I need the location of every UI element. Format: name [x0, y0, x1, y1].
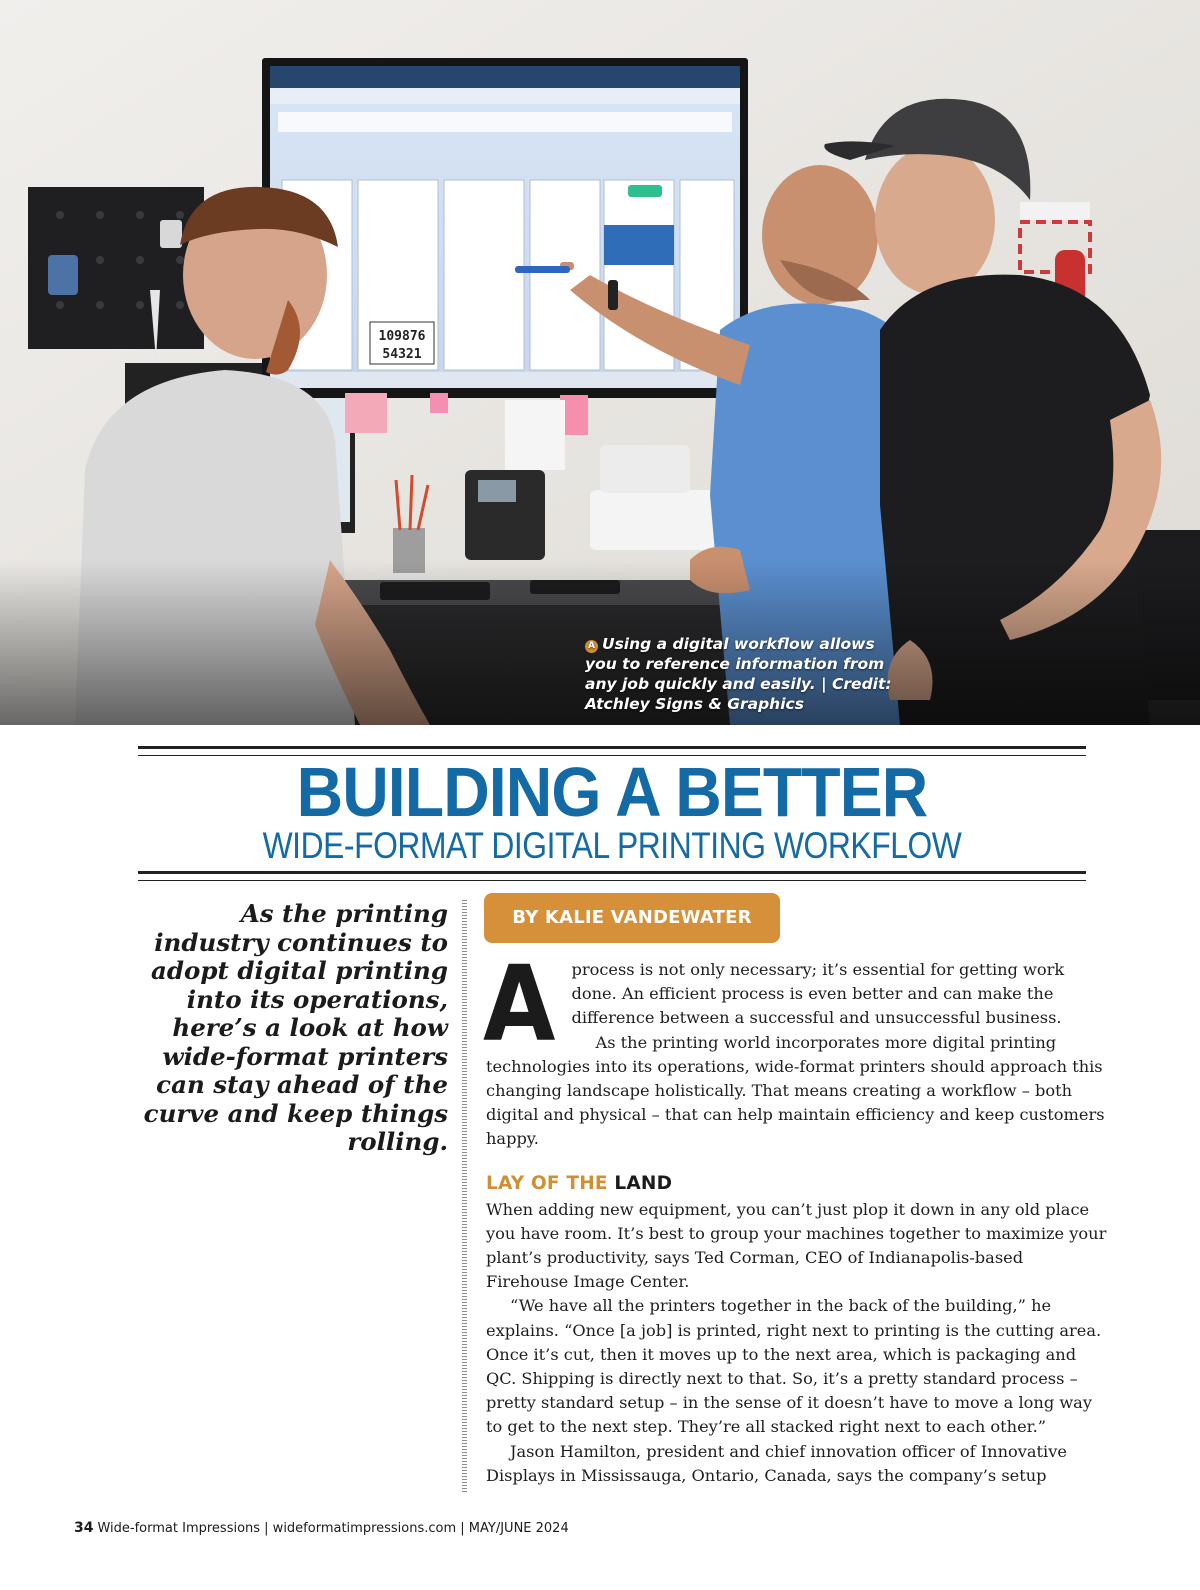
section-heading-accent: LAY OF THE — [486, 1172, 608, 1194]
byline-badge: BY KALIE VANDEWATER — [484, 893, 780, 943]
section-heading-rest: LAND — [614, 1172, 673, 1194]
pull-quote-deck: As the printing industry continues to adopt digital printing into its operations, here’s a look at how wide-format printers can stay ahead of the curve and keep things rolling. — [143, 899, 448, 1156]
paragraph-5: Jason Hamilton, president and chief innovation officer of Innovative Displays in Mississauga, Ontario, Canada, says the company’s setup — [486, 1441, 1067, 1485]
screen-counter-top: 109876 — [378, 329, 426, 344]
office-scene-illustration — [0, 0, 1200, 725]
paragraph-1 — [483, 943, 1108, 1065]
page-footer — [74, 1520, 569, 1536]
hero-photo — [0, 0, 1200, 725]
headline-title: BUILDING A BETTER — [296, 753, 928, 831]
caption-text: Using a digital workflow allows you to reference information from any job quickly and easily. | Credit: Atchley Signs & Graphics — [585, 635, 892, 713]
page-number: 34 — [74, 1520, 94, 1536]
paragraph-3: When adding new equipment, you can’t just plop it down in any old place you have room. It’s best to group your machines together to maximize your plant’s productivity, says Ted Corman, CEO of Indianapolis-based Firehouse Image Center. — [486, 1199, 1107, 1292]
footer-text: Wide-format Impressions | wideformatimpressions.com | MAY/JUNE 2024 — [97, 1521, 569, 1536]
paragraph-2: As the printing world incorporates more digital printing technologies into its operations, wide-format printers should approach this changing landscape holistically. That means creating a workflow – both digital and physical – that can help maintain efficiency and keep customers happy. — [486, 1032, 1105, 1149]
section-heading — [486, 1172, 1108, 1196]
paragraph-1-text: process is not only necessary; it’s essential for getting work done. An efficient process is even better and can make the difference between a successful and unsuccessful business. — [571, 960, 1065, 1028]
screen-counter-bottom: 54321 — [382, 347, 422, 362]
article-body — [483, 943, 1108, 1488]
paragraph-4: “We have all the printers together in the back of the building,” he explains. “Once [a job] is printed, right next to printing is the cutting area. Once it’s cut, then it moves up to the next area, which is packaging and QC. Shipping is directly next to that. So, it’s a pretty standard process – pretty standard setup – in the sense of it doesn’t have to move a long way to get to the next step. They’re all stacked right next to each other.” — [486, 1296, 1102, 1437]
headline-subtitle: WIDE-FORMAT DIGITAL PRINTING WORKFLOW — [262, 825, 962, 866]
caption-marker-icon: A — [585, 640, 598, 653]
column-divider — [462, 900, 467, 1492]
drop-cap: A — [483, 943, 556, 1065]
headline-bottom-rule — [138, 871, 1086, 881]
photo-caption — [585, 634, 905, 714]
